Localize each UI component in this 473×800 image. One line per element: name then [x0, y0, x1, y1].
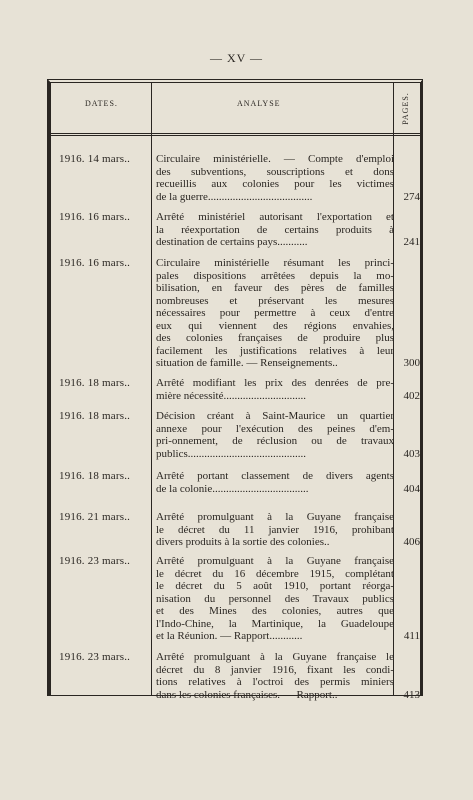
entry-line: des subventions, souscriptions et dons [156, 165, 394, 178]
entry-line: facilement les justifications relatives à leur [156, 344, 394, 357]
entry-analysis [156, 211, 394, 249]
entry-line: Arrêté promulguant à la Guyane française [156, 511, 394, 523]
header-pages: PAGES. [400, 91, 410, 125]
entry-line: pri-onnement, de réclusion ou de travaux [156, 435, 394, 447]
entry-date: 1916. 23 mars.. [59, 555, 131, 567]
entry-line: de la guerre...................................... [156, 190, 313, 203]
entry-line: Arrêté modifiant les prix des denrées de pre- [156, 377, 394, 389]
entry-page: 274 [403, 190, 420, 203]
entry-line: nécessaires pour permettre à ceux d'entre [156, 307, 394, 319]
entry-line: annexe pour l'exécution des peines d'em- [156, 422, 394, 435]
entry-line: décret du 8 janvier 1916, fixant les condi- [156, 663, 394, 676]
entry-line: recueillis aux colonies pour les victimes [156, 178, 394, 190]
entry-line: des colonies françaises de produire plus [156, 332, 394, 344]
entry-date: 1916. 23 mars.. [59, 651, 131, 663]
entry-analysis [156, 410, 394, 460]
entry-page: 402 [403, 389, 420, 402]
entry-page: 403 [403, 447, 420, 460]
entry-date: 1916. 16 mars.. [59, 211, 131, 223]
entry-line: divers produits à la sortie des colonies.. [156, 536, 330, 548]
entry-line: eux qui viennent des régions envahies, [156, 319, 394, 332]
entry-analysis [156, 651, 394, 701]
entry-page: 404 [403, 482, 420, 495]
entry-line: et des Mines des colonies, autres que [156, 605, 394, 617]
header-rule [51, 133, 420, 136]
entry-analysis [156, 555, 394, 643]
index-table [47, 79, 423, 701]
entry-line: destination de certains pays........... [156, 236, 308, 248]
entry-line: le décret du 16 décembre 1915, complétant [156, 567, 394, 580]
entry-line: Circulaire ministérielle résumant les princi- [156, 257, 394, 269]
entry-page: 413 [403, 688, 420, 701]
dates-column-divider [151, 83, 152, 695]
entry-line: Arrêté ministériel autorisant l'exportation et [156, 211, 394, 223]
entry-page: 241 [403, 236, 420, 248]
entry-line: Arrêté portant classement de divers agents [156, 470, 394, 482]
entry-line: Arrêté promulguant à la Guyane française le [156, 651, 394, 663]
header-analyse: ANALYSE [237, 99, 281, 108]
entry-analysis [156, 377, 394, 402]
entry-line: de la colonie................................... [156, 482, 309, 495]
entry-line: mière nécessité.............................. [156, 389, 306, 402]
entry-page: 411 [403, 630, 420, 642]
entry-line: situation de famille. — Renseignements.. [156, 357, 338, 369]
header-pages-cell [393, 89, 417, 127]
entry-line: l'Indo-Chine, la Martinique, la Guadeloupe [156, 617, 394, 630]
entry-analysis [156, 470, 394, 495]
entry-date: 1916. 18 mars.. [59, 470, 131, 482]
entry-line: tions relatives à l'octroi des permis miniers [156, 676, 394, 688]
entry-line: pales dispositions arrêtées depuis la mo- [156, 269, 394, 282]
entry-line: la réexportation de certains produits à [156, 223, 394, 236]
entry-date: 1916. 18 mars.. [59, 410, 131, 422]
entry-line: le décret du 5 août 1910, portant réorga- [156, 580, 394, 592]
entry-analysis [156, 257, 394, 370]
entry-analysis [156, 153, 394, 203]
entry-date: 1916. 18 mars.. [59, 377, 131, 389]
entry-page: 406 [403, 536, 420, 548]
entry-line: et la Réunion. — Rapport............ [156, 630, 303, 642]
entry-line: publics........................................... [156, 447, 307, 460]
entry-line: dans les colonies françaises. — Rapport.. [156, 688, 338, 701]
entry-line: Circulaire ministérielle. — Compte d'emploi [156, 153, 394, 165]
entry-line: Décision créant à Saint-Maurice un quartier [156, 410, 394, 422]
entry-line: nisation du personnel des Travaux publics [156, 592, 394, 605]
header-dates: DATES. [85, 99, 118, 108]
entry-date: 1916. 14 mars.. [59, 153, 131, 165]
entry-line: le décret du 11 janvier 1916, prohibant [156, 523, 394, 536]
entry-line: bilisation, en faveur des pères de familles [156, 282, 394, 294]
entry-line: nombreuses et préservant les mesures [156, 294, 394, 307]
entry-date: 1916. 16 mars.. [59, 257, 131, 269]
entry-date: 1916. 21 mars.. [59, 511, 131, 523]
entry-page: 300 [403, 357, 420, 369]
entry-line: Arrêté promulguant à la Guyane française [156, 555, 394, 567]
page-folio: — XV — [209, 51, 264, 65]
entry-analysis [156, 511, 394, 549]
